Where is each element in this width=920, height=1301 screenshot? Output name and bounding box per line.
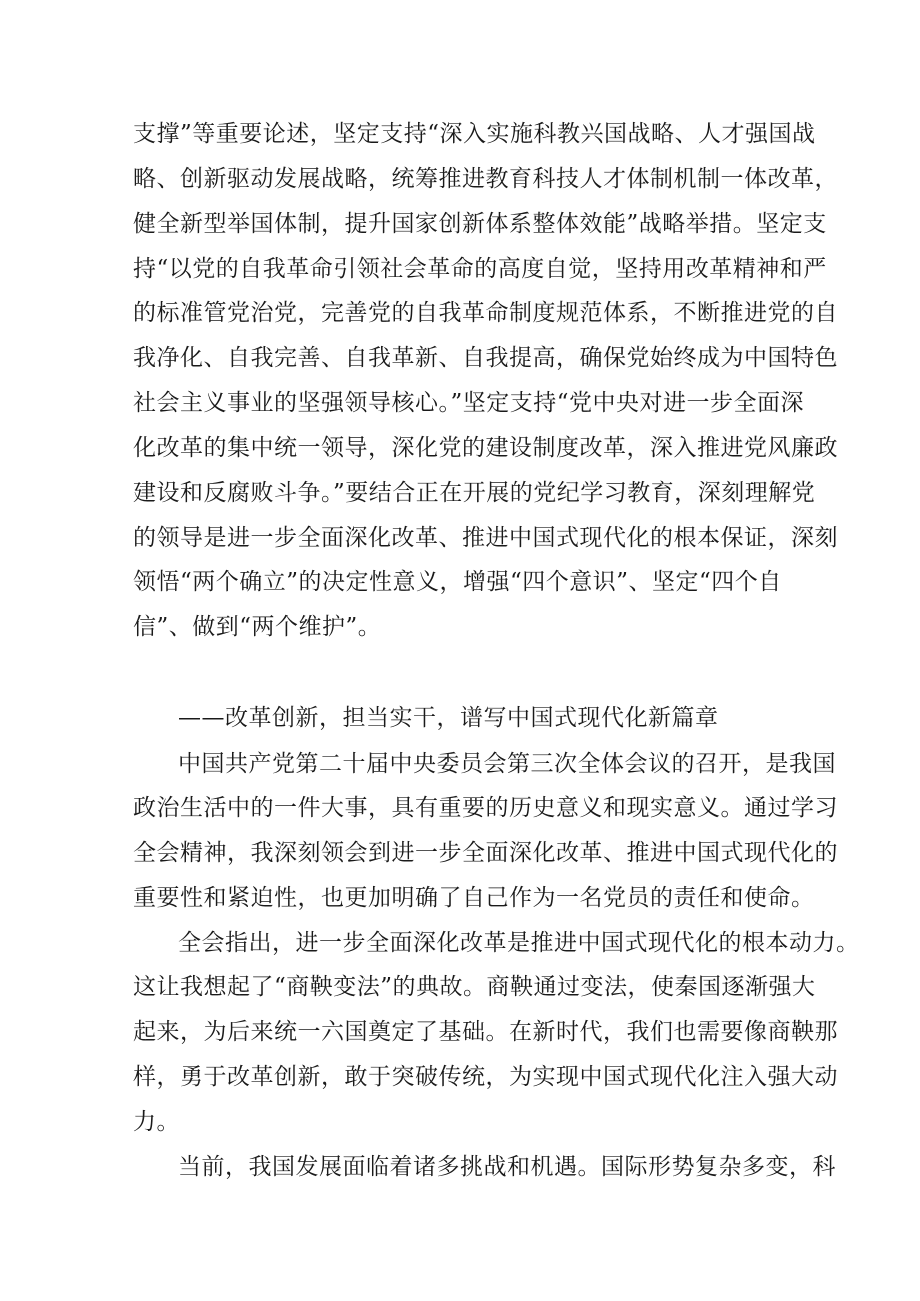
paragraph-line: 的领导是进一步全面深化改革、推进中国式现代化的根本保证，深刻 bbox=[133, 525, 838, 551]
paragraph-line: 建设和反腐败斗争。”要结合正在开展的党纪学习教育，深刻理解党 bbox=[133, 480, 816, 506]
paragraph-line: 领悟“两个确立”的决定性意义，增强“四个意识”、坚定“四个自 bbox=[133, 569, 782, 595]
paragraph-line: 全会指出，进一步全面深化改革是推进中国式现代化的根本动力。 bbox=[178, 930, 860, 956]
paragraph-line: 重要性和紧迫性，也更加明确了自己作为一名党员的责任和使命。 bbox=[133, 885, 815, 911]
paragraph-line: 信”、做到“两个维护”。 bbox=[133, 614, 382, 640]
paragraph-line: 社会主义事业的坚强领导核心。”坚定支持“党中央对进一步全面深 bbox=[133, 390, 805, 416]
paragraph-line: 力。 bbox=[133, 1109, 180, 1135]
paragraph-line: 的标准管党治党，完善党的自我革命制度规范体系，不断推进党的自 bbox=[133, 300, 838, 326]
paragraph-line: 持“以党的自我革命引领社会革命的高度自觉，坚持用改革精神和严 bbox=[133, 256, 827, 282]
paragraph-line: 健全新型举国体制，提升国家创新体系整体效能”战略举措。坚定支 bbox=[133, 211, 827, 237]
paragraph-line: 起来，为后来统一六国奠定了基础。在新时代，我们也需要像商鞅那 bbox=[133, 1019, 838, 1045]
paragraph-line: 样，勇于改革创新，敢于突破传统，为实现中国式现代化注入强大动 bbox=[133, 1064, 838, 1090]
section-heading: ——改革创新，担当实干，谱写中国式现代化新篇章 bbox=[178, 705, 719, 731]
paragraph-line: 我净化、自我完善、自我革新、自我提高，确保党始终成为中国特色 bbox=[133, 345, 838, 371]
paragraph-line: 支撑”等重要论述，坚定支持“深入实施科教兴国战略、人才强国战 bbox=[133, 121, 816, 147]
paragraph-line: 全会精神，我深刻领会到进一步全面深化改革、推进中国式现代化的 bbox=[133, 840, 838, 866]
paragraph-line: 化改革的集中统一领导，深化党的建设制度改革，深入推进党风廉政 bbox=[133, 435, 838, 461]
paragraph-line: 这让我想起了“商鞅变法”的典故。商鞅通过变法，使秦国逐渐强大 bbox=[133, 974, 816, 1000]
paragraph-line: 中国共产党第二十届中央委员会第三次全体会议的召开，是我国 bbox=[178, 751, 836, 777]
paragraph-line: 当前，我国发展面临着诸多挑战和机遇。国际形势复杂多变，科 bbox=[178, 1154, 836, 1180]
paragraph-line: 政治生活中的一件大事，具有重要的历史意义和现实意义。通过学习 bbox=[133, 795, 838, 821]
paragraph-line: 略、创新驱动发展战略，统筹推进教育科技人才体制机制一体改革， bbox=[133, 166, 838, 192]
